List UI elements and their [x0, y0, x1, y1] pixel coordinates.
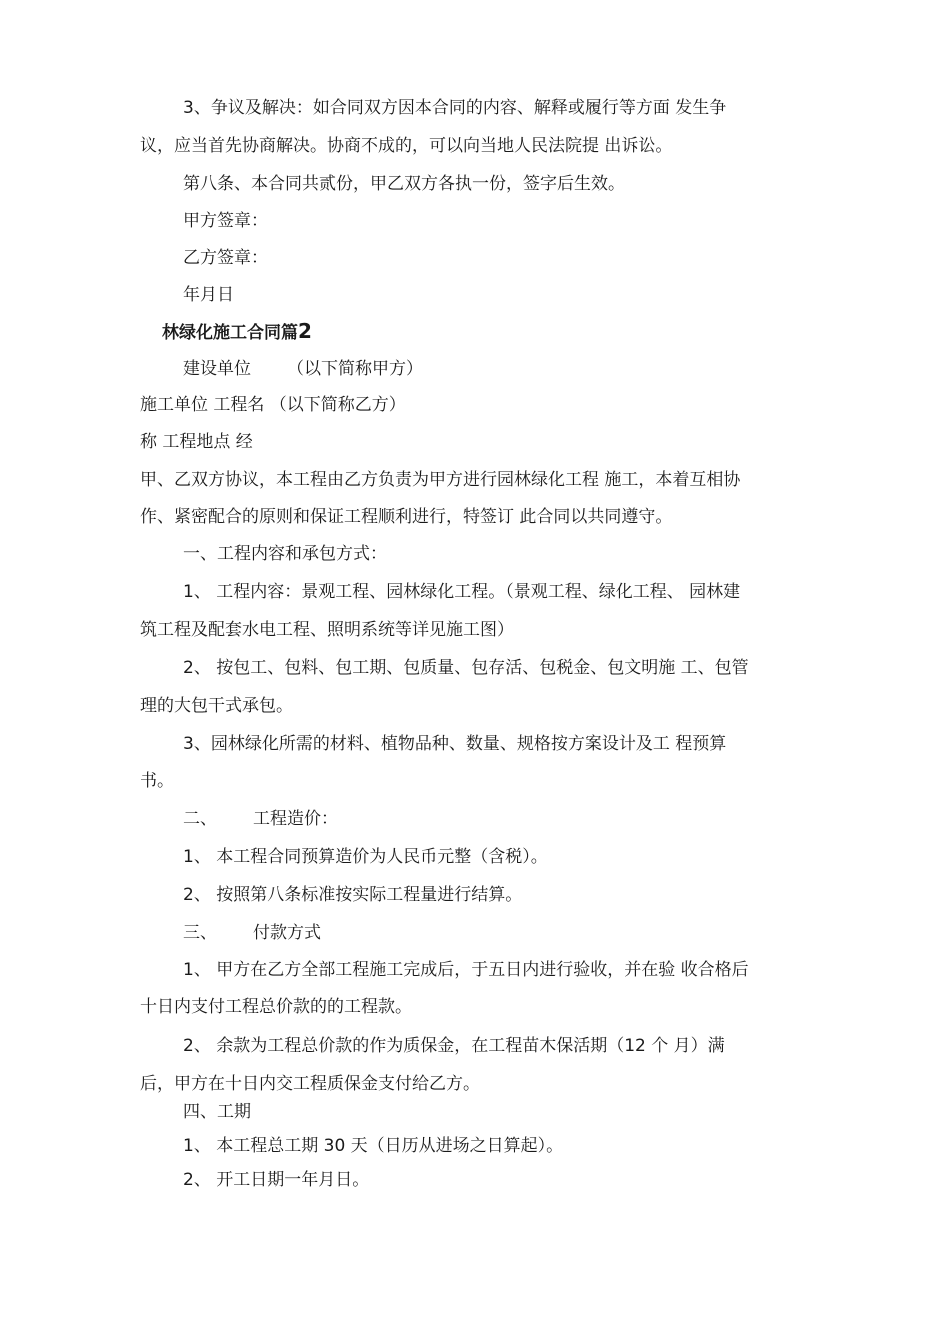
- section-title: [162, 319, 312, 345]
- text-line: 2、 按包工、包料、包工期、包质量、包存活、包税金、包文明施 工、包管: [183, 658, 749, 678]
- text-line: 2、 开工日期一年月日。: [183, 1170, 370, 1190]
- text-line: 书。: [140, 771, 174, 791]
- text-line: 称 工程地点 经: [140, 432, 253, 452]
- text-line: 2、 余款为工程总价款的作为质保金，在工程苗木保活期（12 个 月）满: [183, 1036, 725, 1056]
- text-line: 四、工期: [183, 1102, 251, 1122]
- text-line: 筑工程及配套水电工程、照明系统等详见施工图）: [140, 620, 514, 640]
- text-line: 一、工程内容和承包方式：: [183, 544, 387, 564]
- text-line: 理的大包干式承包。: [140, 696, 293, 716]
- text-line: 议，应当首先协商解决。协商不成的，可以向当地人民法院提 出诉讼。: [140, 136, 673, 156]
- field-note: （以下简称甲方）: [287, 359, 423, 379]
- text-line: [183, 807, 338, 831]
- field-label: 建设单位: [183, 359, 251, 379]
- text-line: 乙方签章：: [183, 248, 268, 268]
- section-number: 三、: [183, 923, 217, 943]
- text-line: [183, 357, 423, 381]
- text-line: 1、 本工程合同预算造价为人民币元整（含税）。: [183, 847, 548, 867]
- text-line: 甲、乙双方协议，本工程由乙方负责为甲方进行园林绿化工程 施工，本着互相协: [140, 470, 741, 490]
- text-line: 第八条、本合同共贰份，甲乙双方各执一份，签字后生效。: [183, 174, 625, 194]
- text-line: 3、园林绿化所需的材料、植物品种、数量、规格按方案设计及工 程预算: [183, 734, 727, 754]
- section-heading: 付款方式: [253, 923, 321, 943]
- text-line: [183, 921, 321, 945]
- text-line: 1、 本工程总工期 30 天（日历从进场之日算起）。: [183, 1136, 564, 1156]
- text-line: 后，甲方在十日内交工程质保金支付给乙方。: [140, 1074, 480, 1094]
- text-line: 甲方签章：: [183, 211, 268, 231]
- text-line: 1、 甲方在乙方全部工程施工完成后，于五日内进行验收，并在验 收合格后: [183, 960, 749, 980]
- section-number: 二、: [183, 809, 217, 829]
- section-title-number: 2: [298, 319, 312, 343]
- text-line: 2、 按照第八条标准按实际工程量进行结算。: [183, 885, 523, 905]
- text-line: 施工单位 工程名 （以下简称乙方）: [140, 395, 406, 415]
- text-line: 十日内支付工程总价款的的工程款。: [140, 997, 412, 1017]
- text-line: 作、紧密配合的原则和保证工程顺利进行，特签订 此合同以共同遵守。: [140, 507, 673, 527]
- text-line: 3、争议及解决：如合同双方因本合同的内容、解释或履行等方面 发生争: [183, 98, 727, 118]
- text-line: 年月日: [183, 285, 234, 305]
- section-heading: 工程造价：: [253, 809, 338, 829]
- text-line: 1、 工程内容：景观工程、园林绿化工程。（景观工程、绿化工程、 园林建: [183, 582, 741, 602]
- section-title-text: 林绿化施工合同篇: [162, 323, 298, 343]
